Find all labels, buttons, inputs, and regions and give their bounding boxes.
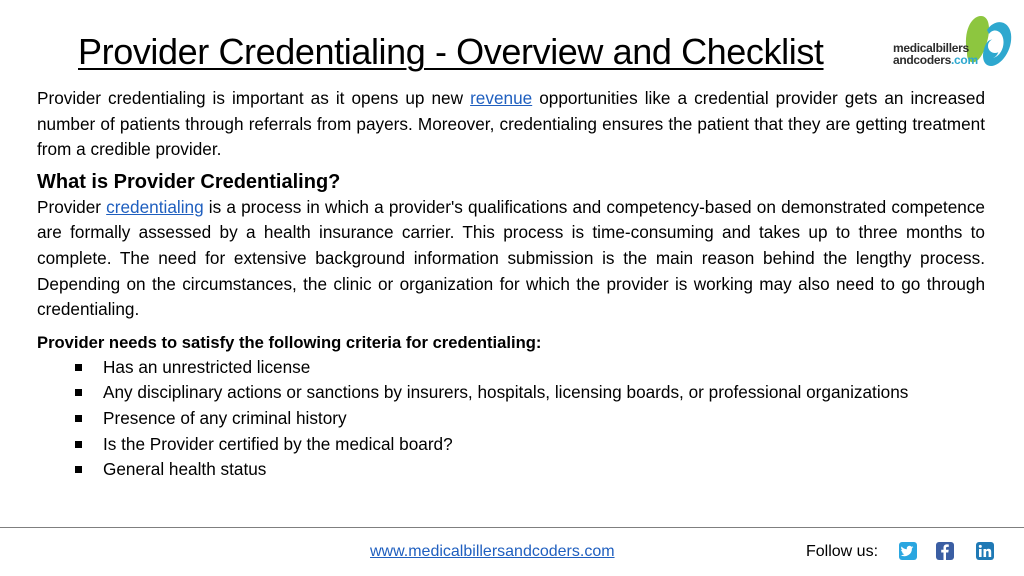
revenue-link[interactable]: revenue <box>470 88 533 108</box>
facebook-icon[interactable] <box>936 542 954 560</box>
intro-paragraph <box>37 86 985 163</box>
footer-divider <box>0 527 1024 528</box>
definition-text-end: is a process in which a provider's qualifications and competency-based on demonstrated competence are formally assessed by a health insurance carrier. This process is time-consuming and takes up to three months to complete. The need for extensive background information submission is the main reason behind the lengthy process. Depending on the circumstances, the clinic or organization for which the provider is working may also need to go through credentialing. <box>37 196 985 320</box>
intro-text-end: opportunities like a credential provider gets an increased number of patients through referrals from payers. Moreover, credentialing ensures the patient that they are getting treatment from a credible provider. <box>37 88 986 160</box>
list-item <box>103 457 923 483</box>
website-link[interactable]: www.medicalbillersandcoders.com <box>370 543 615 560</box>
list-item-text: General health status <box>103 459 267 480</box>
square-bullet-icon <box>75 415 82 422</box>
logo-line-1: medicalbillers <box>893 41 969 55</box>
intro-text-start: Provider credentialing is important as it opens up new <box>37 88 471 108</box>
page-title: Provider Credentialing - Overview and Checklist <box>78 31 824 72</box>
square-bullet-icon <box>75 466 82 473</box>
list-item <box>103 380 923 406</box>
definition-paragraph <box>37 195 985 323</box>
square-bullet-icon <box>75 364 82 371</box>
company-logo[interactable] <box>893 12 1015 74</box>
logo-line-2: andcoders <box>893 53 951 67</box>
list-item-text: Has an unrestricted license <box>103 356 311 377</box>
list-item-text: Any disciplinary actions or sanctions by insurers, hospitals, licensing boards, or professional organizations <box>103 382 909 403</box>
list-item <box>103 432 923 458</box>
list-item-text: Is the Provider certified by the medical board? <box>103 433 453 454</box>
square-bullet-icon <box>75 441 82 448</box>
linkedin-icon[interactable] <box>976 542 994 560</box>
credentialing-link[interactable]: credentialing <box>106 196 204 217</box>
definition-text-start: Provider <box>37 196 107 217</box>
list-item <box>103 406 923 432</box>
follow-us-label: Follow us: <box>806 543 879 560</box>
list-item <box>103 355 923 381</box>
criteria-heading: Provider needs to satisfy the following criteria for credentialing: <box>37 332 542 352</box>
twitter-icon[interactable] <box>899 542 917 560</box>
list-item-text: Presence of any criminal history <box>103 407 347 428</box>
logo-suffix: .com <box>951 53 978 67</box>
logo-text <box>893 42 978 66</box>
criteria-list <box>37 355 923 483</box>
main-content <box>37 86 985 483</box>
square-bullet-icon <box>75 389 82 396</box>
section-heading: What is Provider Credentialing? <box>37 170 341 193</box>
